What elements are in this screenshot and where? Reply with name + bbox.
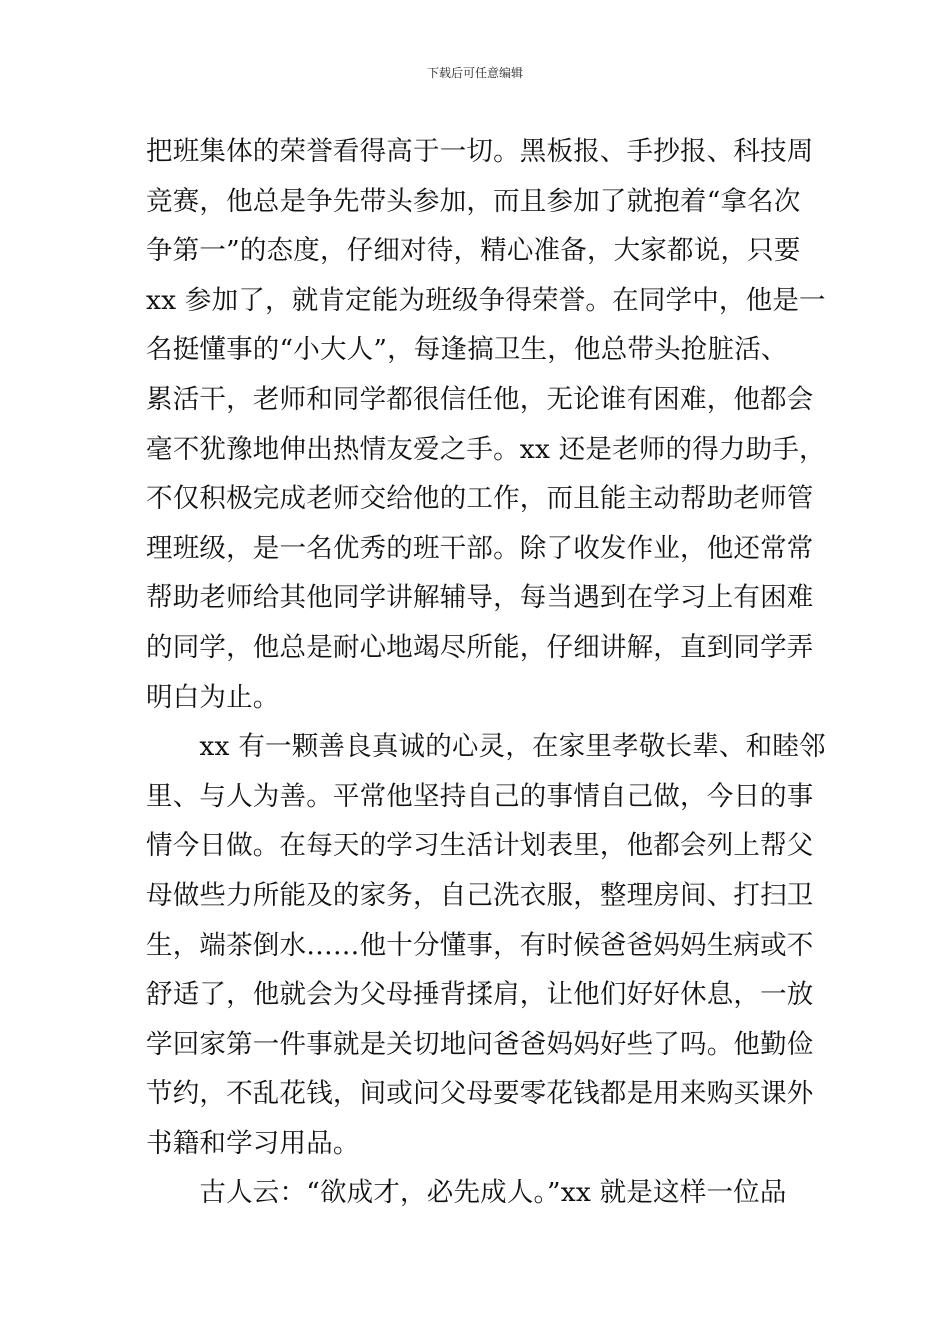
text-line-13: xx 有一颗善良真诚的心灵，在家里孝敬长辈、和睦邻	[146, 731, 826, 763]
document-body	[146, 127, 826, 1218]
text-line-1: 把班集体的荣誉看得高于一切。黑板报、手抄报、科技周	[146, 136, 814, 167]
text-line-11: 的同学，他总是耐心地竭尽所能，仔细讲解，直到同学弄	[146, 631, 814, 663]
text-line-16: 母做些力所能及的家务，自己洗衣服，整理房间、打扫卫	[146, 879, 814, 911]
text-line-18: 舒适了，他就会为父母捶背揉肩，让他们好好休息，一放	[146, 979, 814, 1011]
text-line-3: 争第一”的态度，仔细对待，精心准备，大家都说，只要	[146, 235, 801, 267]
text-line-15: 情今日做。在每天的学习生活计划表里，他都会列上帮父	[146, 830, 814, 862]
text-line-2: 竞赛，他总是争先带头参加，而且参加了就抱着“拿名次	[146, 185, 801, 217]
text-line-12: 明白为止。	[146, 681, 280, 713]
text-line-8: 不仅积极完成老师交给他的工作，而且能主动帮助老师管	[146, 483, 814, 515]
text-line-22: 古人云：“欲成才，必先成人。”xx 就是这样一位品	[146, 1177, 787, 1209]
page-header: 下载后可任意编辑	[426, 66, 523, 80]
text-line-5: 名挺懂事的“小大人”，每逢搞卫生，他总带头抢脏活、	[146, 334, 788, 366]
text-line-7: 毫不犹豫地伸出热情友爱之手。xx 还是老师的得力助手，	[146, 433, 826, 465]
text-line-10: 帮助老师给其他同学讲解辅导，每当遇到在学习上有困难	[146, 582, 814, 614]
text-line-14: 里、与人为善。平常他坚持自己的事情自己做，今日的事	[146, 780, 814, 812]
text-line-20: 节约，不乱花钱，间或问父母要零花钱都是用来购买课外	[146, 1078, 814, 1110]
text-line-21: 书籍和学习用品。	[146, 1127, 360, 1159]
text-line-17: 生，端茶倒水……他十分懂事，有时候爸爸妈妈生病或不	[146, 929, 814, 961]
text-line-19: 学回家第一件事就是关切地问爸爸妈妈好些了吗。他勤俭	[146, 1028, 814, 1060]
text-line-6: 累活干，老师和同学都很信任他，无论谁有困难，他都会	[146, 383, 814, 415]
text-line-4: xx 参加了，就肯定能为班级争得荣誉。在同学中，他是一	[146, 284, 826, 316]
text-line-9: 理班级，是一名优秀的班干部。除了收发作业，他还常常	[146, 532, 814, 564]
